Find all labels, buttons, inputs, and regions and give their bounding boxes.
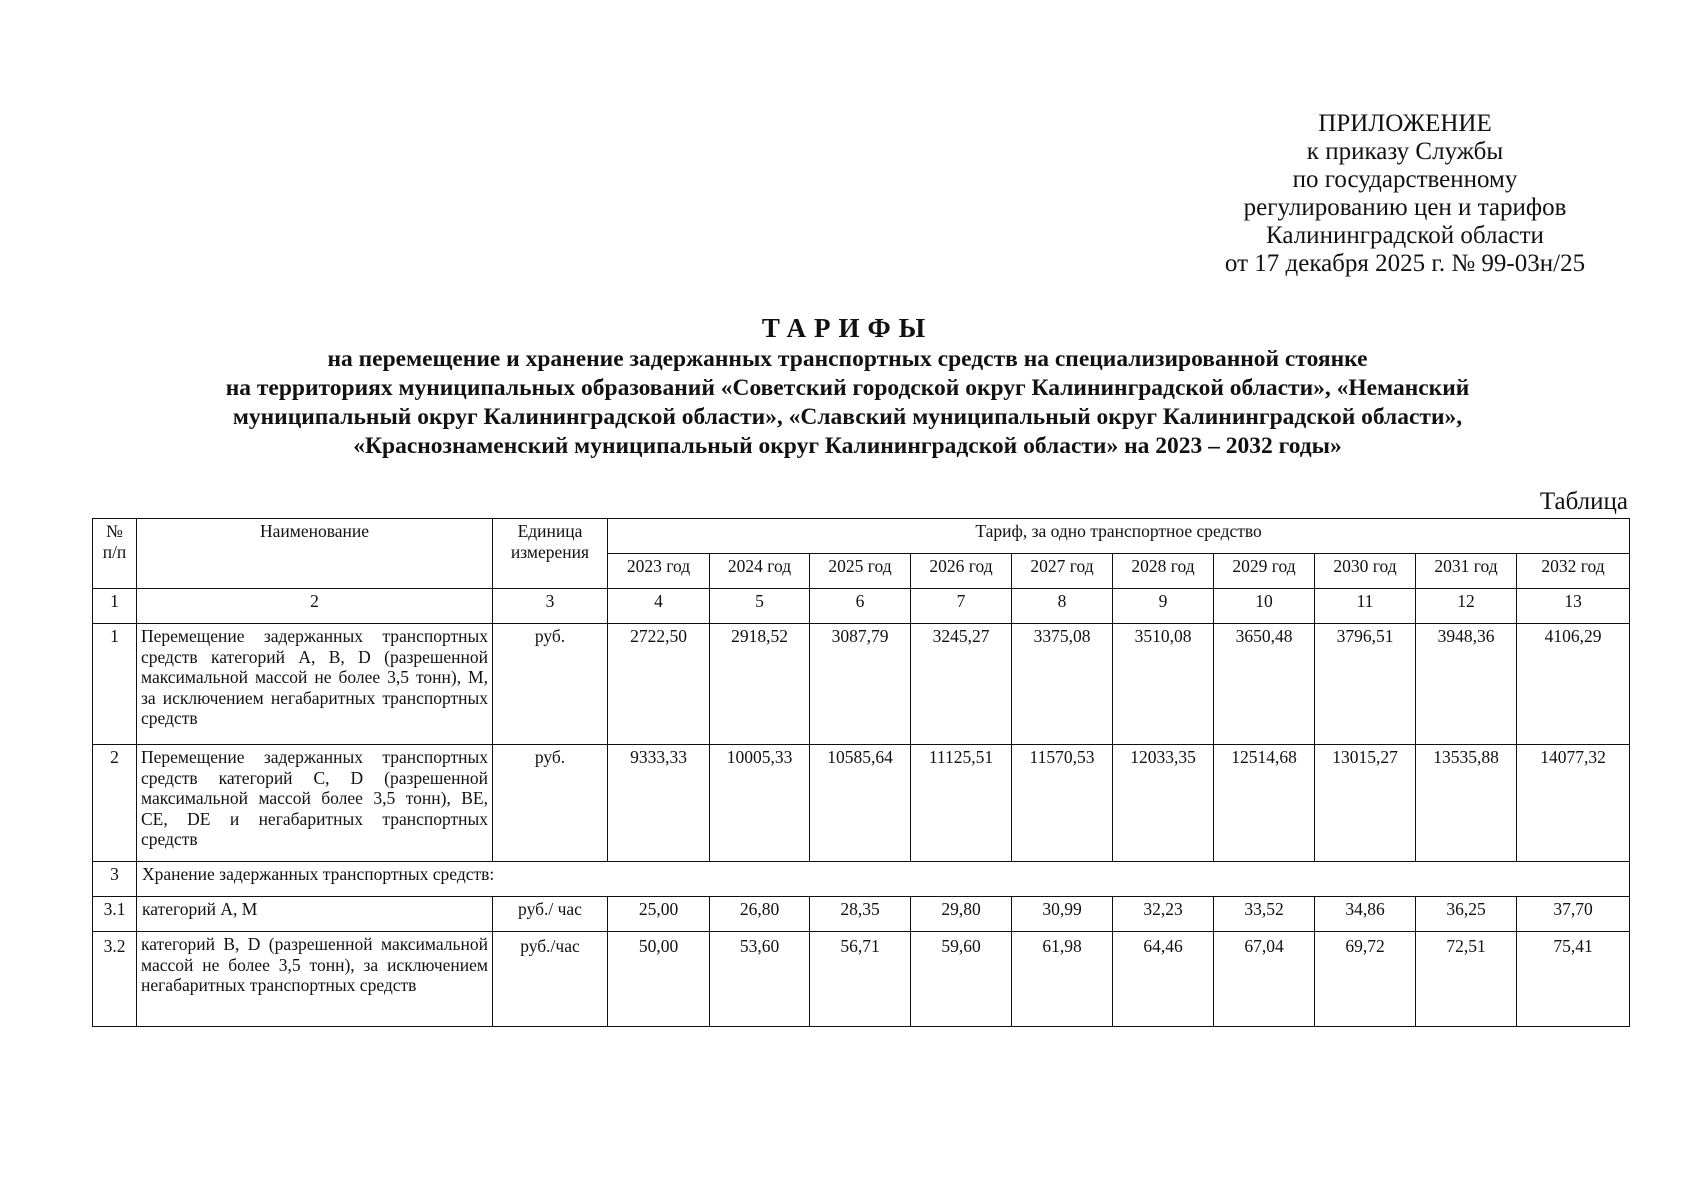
title-line: муниципальный округ Калининградской области», «Славский муниципальный округ Калининградской области», — [232, 404, 1463, 430]
table-row — [93, 624, 1630, 745]
title-line: на территориях муниципальных образований «Советский городской округ Калининградской области», «Неманский — [225, 375, 1470, 401]
row-unit: руб. — [493, 624, 608, 745]
tariff-value: 12033,35 — [1113, 745, 1214, 862]
column-numbers-row — [93, 589, 1630, 624]
year-header: 2032 год — [1517, 554, 1630, 589]
tariff-value: 3796,51 — [1315, 624, 1416, 745]
tariff-value: 72,51 — [1416, 932, 1517, 1027]
tariff-value: 29,80 — [911, 897, 1012, 932]
tariff-value: 53,60 — [710, 932, 810, 1027]
row-name: категорий B, D (разрешенной максимальной массой не более 3,5 тонн), за исключением негабаритных транспортных средств — [137, 932, 493, 1027]
year-header: 2023 год — [608, 554, 710, 589]
title-line: на перемещение и хранение задержанных транспортных средств на специализированной стоянке — [327, 346, 1368, 372]
tariff-value: 11125,51 — [911, 745, 1012, 862]
column-number: 2 — [137, 589, 493, 624]
row-number: 2 — [93, 745, 137, 862]
tariff-value: 3375,08 — [1012, 624, 1113, 745]
appendix-block — [1190, 110, 1620, 278]
title-main: ТАРИФЫ — [761, 313, 934, 343]
header-name: Наименование — [137, 519, 493, 589]
appendix-line: Калининградской области — [1266, 222, 1544, 249]
year-header: 2026 год — [911, 554, 1012, 589]
tariff-value: 30,99 — [1012, 897, 1113, 932]
appendix-title: ПРИЛОЖЕНИЕ — [1318, 110, 1492, 137]
column-number: 6 — [810, 589, 911, 624]
column-number: 10 — [1214, 589, 1315, 624]
tariff-value: 34,86 — [1315, 897, 1416, 932]
column-number: 1 — [93, 589, 137, 624]
tariff-value: 3510,08 — [1113, 624, 1214, 745]
section-row — [93, 862, 1630, 897]
tariff-value: 14077,32 — [1517, 745, 1630, 862]
year-header: 2024 год — [710, 554, 810, 589]
header-tariff: Тариф, за одно транспортное средство — [608, 519, 1630, 554]
tariff-value: 36,25 — [1416, 897, 1517, 932]
column-number: 3 — [493, 589, 608, 624]
year-header: 2029 год — [1214, 554, 1315, 589]
table-row — [93, 897, 1630, 932]
row-unit: руб./час — [493, 932, 608, 1027]
tariff-value: 25,00 — [608, 897, 710, 932]
tariff-value: 69,72 — [1315, 932, 1416, 1027]
year-header: 2030 год — [1315, 554, 1416, 589]
tariff-value: 2918,52 — [710, 624, 810, 745]
tariff-value: 12514,68 — [1214, 745, 1315, 862]
year-header: 2027 год — [1012, 554, 1113, 589]
tariff-value: 13535,88 — [1416, 745, 1517, 862]
appendix-line: регулированию цен и тарифов — [1243, 194, 1567, 221]
tariff-value: 32,23 — [1113, 897, 1214, 932]
year-header: 2031 год — [1416, 554, 1517, 589]
tariff-value: 50,00 — [608, 932, 710, 1027]
table-row — [93, 745, 1630, 862]
tariff-value: 64,46 — [1113, 932, 1214, 1027]
header-unit: Единица измерения — [493, 519, 608, 589]
header-row — [93, 519, 1630, 554]
year-header: 2025 год — [810, 554, 911, 589]
tariff-value: 59,60 — [911, 932, 1012, 1027]
column-number: 9 — [1113, 589, 1214, 624]
header-num: № п/п — [93, 519, 137, 589]
tariff-value: 11570,53 — [1012, 745, 1113, 862]
tariff-value: 3087,79 — [810, 624, 911, 745]
tariff-value: 3650,48 — [1214, 624, 1315, 745]
row-name: Перемещение задержанных транспортных средств категорий A, B, D (разрешенной максимальной массой не более 3,5 тонн), M, за исключением негабаритных транспортных средств — [137, 624, 493, 745]
table-row — [93, 932, 1630, 1027]
tariff-value: 10005,33 — [710, 745, 810, 862]
appendix-line: к приказу Службы — [1306, 138, 1504, 165]
tariff-value: 75,41 — [1517, 932, 1630, 1027]
row-number: 3.1 — [93, 897, 137, 932]
row-name: Перемещение задержанных транспортных средств категорий C, D (разрешенной максимальной массой более 3,5 тонн), BE, CE, DE и негабаритных транспортных средств — [137, 745, 493, 862]
tariff-value: 26,80 — [710, 897, 810, 932]
appendix-line: по государственному — [1292, 166, 1518, 193]
row-name: категорий A, M — [137, 897, 493, 932]
year-header: 2028 год — [1113, 554, 1214, 589]
tariff-value: 28,35 — [810, 897, 911, 932]
tariff-value: 2722,50 — [608, 624, 710, 745]
tariff-value: 67,04 — [1214, 932, 1315, 1027]
tariff-value: 9333,33 — [608, 745, 710, 862]
tariff-value: 3948,36 — [1416, 624, 1517, 745]
row-number: 3.2 — [93, 932, 137, 1027]
tariff-value: 33,52 — [1214, 897, 1315, 932]
column-number: 4 — [608, 589, 710, 624]
row-unit: руб./ час — [493, 897, 608, 932]
tariffs-table — [92, 518, 1630, 1027]
document-title — [60, 312, 1635, 461]
column-number: 8 — [1012, 589, 1113, 624]
tariff-value: 13015,27 — [1315, 745, 1416, 862]
tariff-value: 56,71 — [810, 932, 911, 1027]
column-number: 13 — [1517, 589, 1630, 624]
appendix-order-date: от 17 декабря 2025 г. № 99-03н/25 — [1224, 250, 1586, 277]
section-name: Хранение задержанных транспортных средств: — [137, 862, 1630, 897]
table-caption: Таблица — [1539, 488, 1628, 515]
column-number: 5 — [710, 589, 810, 624]
row-unit: руб. — [493, 745, 608, 862]
tariff-value: 3245,27 — [911, 624, 1012, 745]
title-line: «Краснознаменский муниципальный округ Калининградской области» на 2023 – 2032 годы» — [353, 433, 1342, 459]
tariff-value: 10585,64 — [810, 745, 911, 862]
row-number: 1 — [93, 624, 137, 745]
column-number: 11 — [1315, 589, 1416, 624]
tariff-value: 61,98 — [1012, 932, 1113, 1027]
column-number: 7 — [911, 589, 1012, 624]
column-number: 12 — [1416, 589, 1517, 624]
tariff-value: 4106,29 — [1517, 624, 1630, 745]
row-number: 3 — [93, 862, 137, 897]
tariff-value: 37,70 — [1517, 897, 1630, 932]
